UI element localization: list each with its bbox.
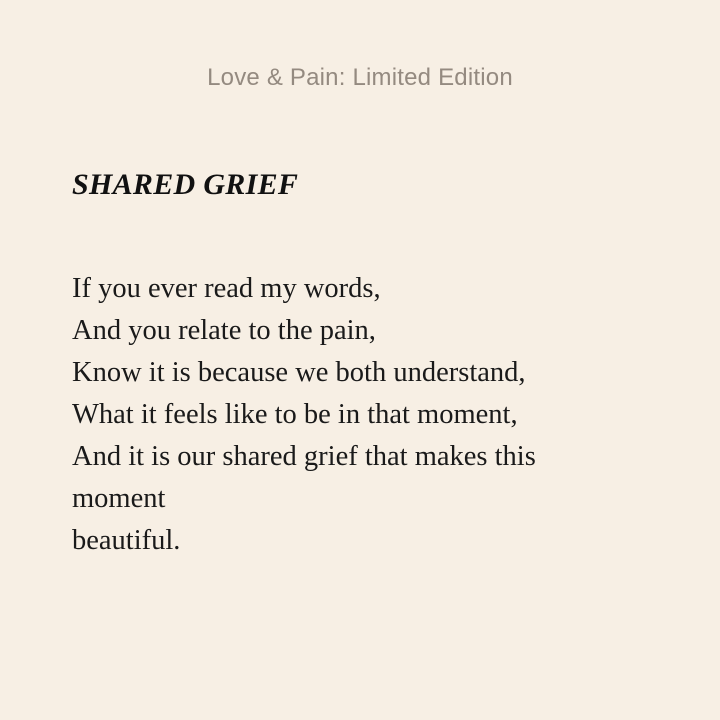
poem-line: If you ever read my words, bbox=[72, 273, 381, 304]
poem-line: And it is our shared grief that makes this bbox=[72, 441, 536, 472]
poem-line: What it feels like to be in that moment, bbox=[72, 399, 518, 430]
poem-line: And you relate to the pain, bbox=[72, 315, 376, 346]
poem-line: Know it is because we both understand, bbox=[72, 357, 526, 388]
poem-title: SHARED GRIEF bbox=[72, 168, 299, 201]
poem-line: beautiful. bbox=[72, 525, 181, 556]
book-title: Love & Pain: Limited Edition bbox=[207, 64, 513, 91]
poem-body bbox=[72, 268, 672, 562]
poem-line: moment bbox=[72, 483, 166, 514]
